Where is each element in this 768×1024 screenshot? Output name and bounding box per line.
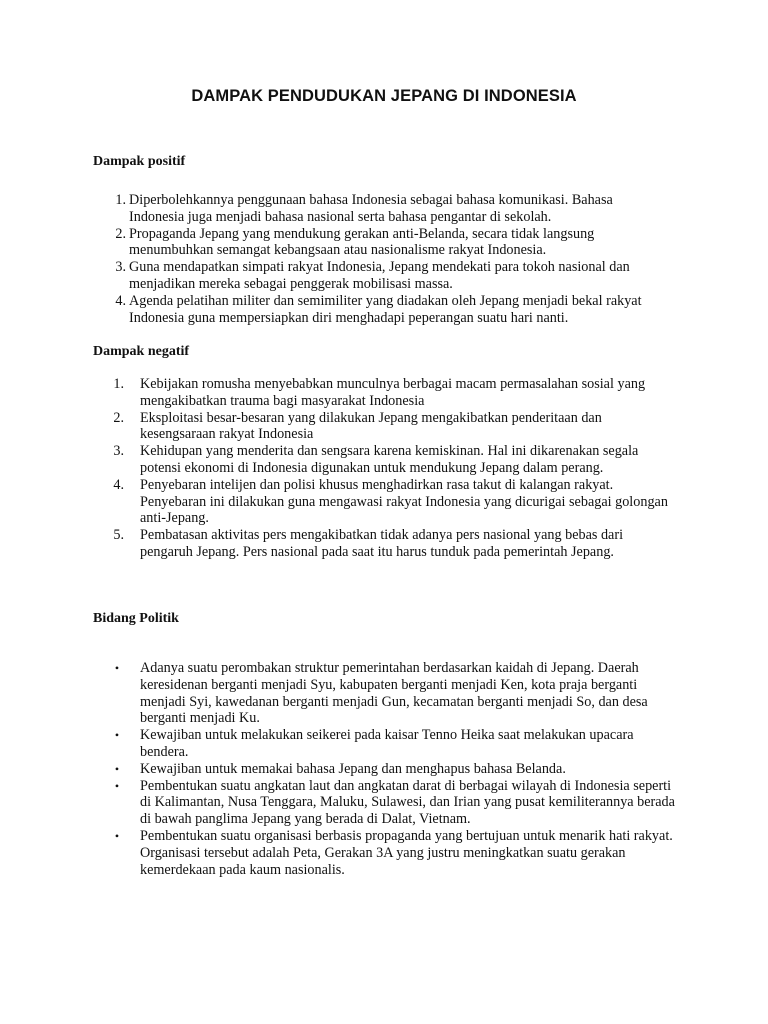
list-number: 2. bbox=[113, 409, 124, 426]
list-item-text: Eksploitasi besar-besaran yang dilakukan Jepang mengakibatkan penderitaan dan kesengsaraan rakyat Indonesia bbox=[140, 409, 602, 443]
heading-dampak-negatif: Dampak negatif bbox=[93, 344, 190, 359]
list-number: 1. bbox=[113, 376, 124, 392]
list-item bbox=[0, 443, 768, 477]
list-item-text: Kewajiban untuk memakai bahasa Jepang dan menghapus bahasa Belanda. bbox=[140, 760, 566, 777]
list-number: 1. bbox=[115, 192, 126, 208]
document-title: DAMPAK PENDUDUKAN JEPANG DI INDONESIA bbox=[191, 87, 577, 105]
list-item bbox=[0, 778, 768, 828]
list-item-text: Propaganda Jepang yang mendukung gerakan anti-Belanda, secara tidak langsung menumbuhkan semangat kebangsaan atau nasionalisme rakyat Indonesia. bbox=[129, 225, 595, 259]
list-item bbox=[0, 226, 768, 260]
list-item-text: Pembentukan suatu organisasi berbasis propaganda yang bertujuan untuk menarik hati rakyat. Organisasi tersebut adalah Peta, Gerakan 3A yang justru meningkatkan suatu gerakan kemerdekaan pada kaum nasionalis. bbox=[140, 827, 673, 878]
bullet-icon: • bbox=[114, 728, 120, 743]
list-dampak-positif bbox=[0, 192, 768, 326]
list-item bbox=[0, 477, 768, 527]
list-number: 4. bbox=[115, 292, 126, 309]
list-item bbox=[0, 727, 768, 761]
list-item bbox=[0, 660, 768, 727]
list-item-text: Pembatasan aktivitas pers mengakibatkan tidak adanya pers nasional yang bebas dari pengaruh Jepang. Pers nasional pada saat itu harus tunduk pada pemerintah Jepang. bbox=[140, 527, 624, 560]
list-item bbox=[0, 527, 768, 561]
list-number: 3. bbox=[113, 443, 124, 460]
bullet-icon: • bbox=[114, 828, 120, 843]
list-item bbox=[0, 259, 768, 293]
list-item-text: Kewajiban untuk melakukan seikerei pada kaisar Tenno Heika saat melakukan upacara bendera. bbox=[140, 727, 634, 760]
list-item bbox=[0, 761, 768, 778]
list-item-text: Penyebaran intelijen dan polisi khusus menghadirkan rasa takut di kalangan rakyat. Penyebaran ini dilakukan guna mengawasi rakyat Indonesia yang dicurigai sebagai golongan anti-Jepang. bbox=[140, 476, 668, 527]
list-item-text: Diperbolehkannya penggunaan bahasa Indonesia sebagai bahasa komunikasi. Bahasa Indonesia juga menjadi bahasa nasional serta bahasa pengantar di sekolah. bbox=[129, 192, 613, 225]
list-item-text: Guna mendapatkan simpati rakyat Indonesia, Jepang mendekati para tokoh nasional dan menjadikan mereka sebagai penggerak mobilisasi massa. bbox=[129, 259, 630, 292]
list-item bbox=[0, 192, 768, 226]
list-item-text: Adanya suatu perombakan struktur pemerintahan berdasarkan kaidah di Jepang. Daerah keresidenan berganti menjadi Syu, kabupaten berganti menjadi Ken, kota praja berganti menjadi Syi, kawedanan berganti menjadi Gun, kecamatan berganti menjadi So, dan desa berganti menjadi Ku. bbox=[140, 660, 648, 727]
bullet-icon: • bbox=[114, 761, 120, 776]
list-number: 3. bbox=[115, 259, 126, 276]
list-number: 5. bbox=[113, 527, 124, 544]
list-number: 2. bbox=[115, 225, 126, 242]
list-item bbox=[0, 828, 768, 878]
list-item bbox=[0, 293, 768, 327]
list-item bbox=[0, 410, 768, 444]
list-bidang-politik bbox=[0, 660, 768, 878]
heading-dampak-positif: Dampak positif bbox=[93, 154, 186, 169]
bullet-icon: • bbox=[114, 661, 120, 675]
list-item-text: Pembentukan suatu angkatan laut dan angkatan darat di berbagai wilayah di Indonesia seperti di Kalimantan, Nusa Tenggara, Maluku, Sulawesi, dan Irian yang pusat kemiliterannya berada di bawah panglima Jepang yang berada di Dalat, Vietnam. bbox=[140, 777, 675, 828]
list-number: 4. bbox=[113, 476, 124, 493]
list-item-text: Agenda pelatihan militer dan semimiliter yang diadakan oleh Jepang menjadi bekal rakyat Indonesia guna mempersiapkan diri menghadapi peperangan suatu hari nanti. bbox=[129, 292, 642, 326]
list-item bbox=[0, 376, 768, 410]
list-item-text: Kebijakan romusha menyebabkan munculnya berbagai macam permasalahan sosial yang mengakibatkan trauma bagi masyarakat Indonesia bbox=[140, 376, 646, 409]
bullet-icon: • bbox=[114, 778, 120, 793]
list-item-text: Kehidupan yang menderita dan sengsara karena kemiskinan. Hal ini dikarenakan segala potensi ekonomi di Indonesia digunakan untuk mendukung Jepang dalam perang. bbox=[140, 443, 639, 476]
heading-bidang-politik: Bidang Politik bbox=[93, 611, 179, 626]
list-dampak-negatif bbox=[0, 376, 768, 561]
